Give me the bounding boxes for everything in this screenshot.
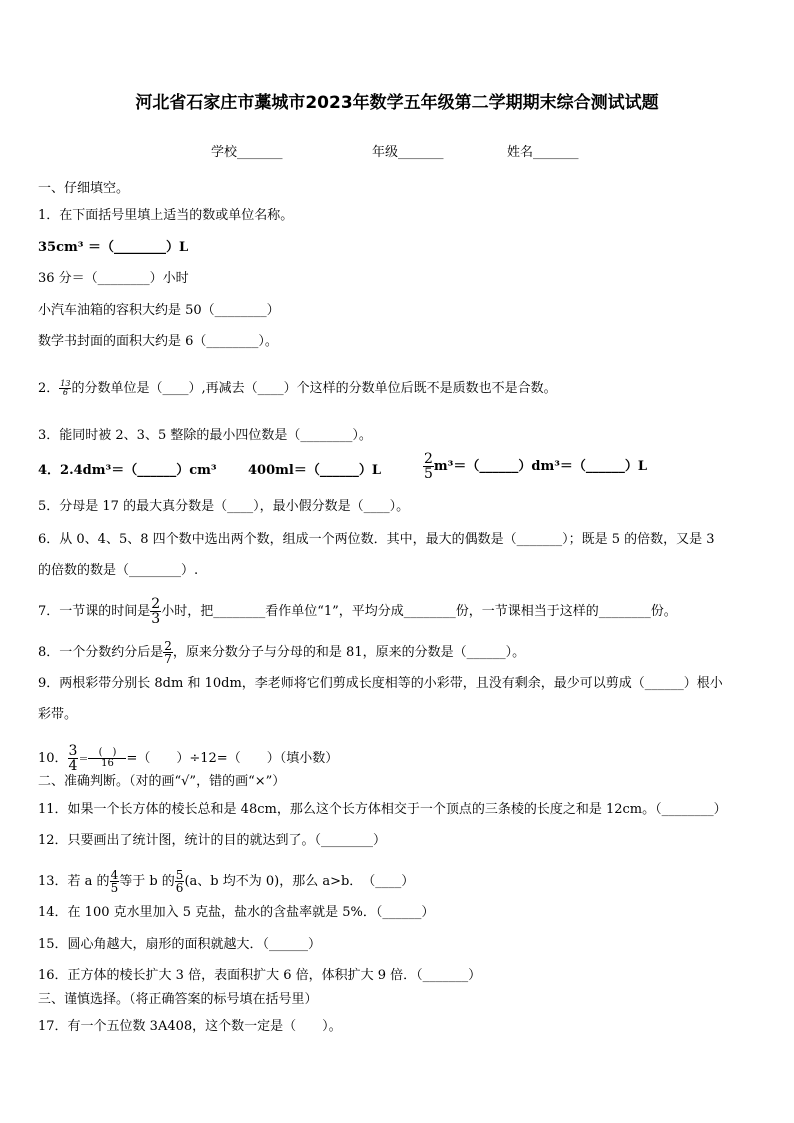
- q2: [38, 380, 557, 397]
- q13-mid: 等于 b 的: [119, 874, 175, 889]
- q1-b: 36 分＝（________）小时: [38, 271, 189, 286]
- q4-b: 400ml＝（______）L: [248, 463, 381, 478]
- q10-eq: ＝: [78, 754, 89, 765]
- q8-prefix: 8．一个分数约分后是: [38, 645, 164, 660]
- q4-frac-denominator: 5: [424, 466, 433, 482]
- q7-frac-numerator: 2: [151, 596, 161, 612]
- q11: 11．如果一个长方体的棱长总和是 48cm，那么这个长方体相交于一个顶点的三条棱的长度之和是 12cm。（________）: [38, 802, 727, 817]
- q1-a: 35cm³ ＝（________）L: [38, 240, 189, 255]
- q6-line1: 6．从 0、4、5、8 四个数中选出两个数，组成一个两位数．其中，最大的偶数是（_______）；既是 5 的倍数，又是 3: [38, 532, 715, 547]
- q5: 5．分母是 17 的最大真分数是（____），最小假分数是（____）。: [38, 499, 410, 514]
- q8-frac-denominator: 7: [164, 652, 172, 666]
- q10-fraction1: [68, 744, 79, 773]
- q13-frac1-denominator: 5: [110, 881, 119, 895]
- q13-frac1-numerator: 4: [110, 868, 119, 882]
- q14: 14．在 100 克水里加入 5 克盐，盐水的含盐率就是 5%．（______）: [38, 905, 435, 920]
- q8: [38, 640, 525, 665]
- q8-fraction: [163, 640, 173, 665]
- grade-field: 年级_______: [372, 145, 444, 160]
- q4: [38, 451, 648, 482]
- q3: 3．能同时被 2、3、5 整除的最小四位数是（________）。: [38, 428, 372, 443]
- q7: [38, 597, 677, 626]
- q1-d: 数学书封面的面积大约是 6（________）。: [38, 334, 278, 349]
- q7-prefix: 7．一节课的时间是: [38, 604, 151, 619]
- section-fill-blank: 一、仔细填空。: [38, 181, 130, 196]
- q2-rest: 的分数单位是（____）,再减去（____）个这样的分数单位后既不是质数也不是合数。: [71, 381, 557, 396]
- q16: 16．正方体的棱长扩大 3 倍，表面积扩大 6 倍，体积扩大 9 倍．（_______）: [38, 968, 482, 983]
- q12: 12．只要画出了统计图，统计的目的就达到了。（________）: [38, 833, 387, 848]
- q7-rest: 小时，把________看作单位“1”，平均分成________份，一节课相当于这样的________份。: [161, 604, 677, 619]
- q10-frac1-denominator: 4: [68, 758, 78, 774]
- q13-fraction2: [175, 869, 185, 894]
- q9-line1: 9．两根彩带分别长 8dm 和 10dm，李老师将它们剪成长度相等的小彩带，且没有剩余，最少可以剪成（______）根小: [38, 676, 723, 691]
- q4-c: m³＝（______）dm³＝（______）L: [433, 459, 648, 474]
- q4-c-group: [423, 452, 647, 481]
- name-field: 姓名_______: [507, 145, 579, 160]
- q15: 15．圆心角越大，扇形的面积就越大．（______）: [38, 937, 322, 952]
- q1-stem: 1．在下面括号里填上适当的数或单位名称。: [38, 208, 294, 223]
- q2-prefix: 2．: [38, 381, 60, 396]
- q4-a: 4．2.4dm³＝（______）cm³: [38, 463, 217, 478]
- section-choice: 三、谨慎选择。（将正确答案的标号填在括号里）: [38, 992, 318, 1007]
- q2-frac-numerator: 13: [60, 379, 71, 388]
- q13-rest: (a、b 均不为 0)，那么 a>b． （____）: [184, 874, 415, 889]
- q8-rest: ，原来分数分子与分母的和是 81，原来的分数是（______）。: [172, 645, 526, 660]
- q13: [38, 869, 414, 894]
- q13-frac2-numerator: 5: [175, 868, 184, 882]
- q7-fraction: [150, 597, 161, 626]
- q17: 17．有一个五位数 3A408，这个数一定是（ ）。: [38, 1019, 342, 1034]
- section-judge: 二、准确判断。（对的画“√”，错的画“×”）: [38, 774, 286, 789]
- q10-frac1-numerator: 3: [68, 743, 78, 759]
- q7-frac-denominator: 3: [151, 611, 161, 627]
- q10-fraction2: [88, 748, 126, 769]
- q13-prefix: 13．若 a 的: [38, 874, 110, 889]
- q10-prefix: 10．: [38, 751, 68, 766]
- page-title: 河北省石家庄市藁城市2023年数学五年级第二学期期末综合测试试题: [135, 93, 659, 113]
- q13-fraction1: [110, 869, 120, 894]
- q10-frac2-denominator: 16: [101, 758, 114, 769]
- school-field: 学校_______: [211, 145, 283, 160]
- q6-line2: 的倍数的数是（________）.: [38, 563, 199, 578]
- q10-frac2-numerator: ( ): [88, 748, 126, 759]
- q13-frac2-denominator: 6: [175, 881, 184, 895]
- q4-fraction: [423, 452, 434, 481]
- q8-frac-numerator: 2: [164, 639, 172, 653]
- q2-fraction: [59, 380, 71, 397]
- q9-line2: 彩带。: [38, 707, 78, 722]
- q1-c: 小汽车油箱的容积大约是 50（________）: [38, 303, 280, 318]
- q4-frac-numerator: 2: [424, 451, 433, 467]
- q10-rest: =（ ）÷12=（ ）（填小数）: [126, 751, 339, 766]
- q10: [38, 744, 338, 773]
- q2-frac-denominator: 6: [62, 388, 68, 397]
